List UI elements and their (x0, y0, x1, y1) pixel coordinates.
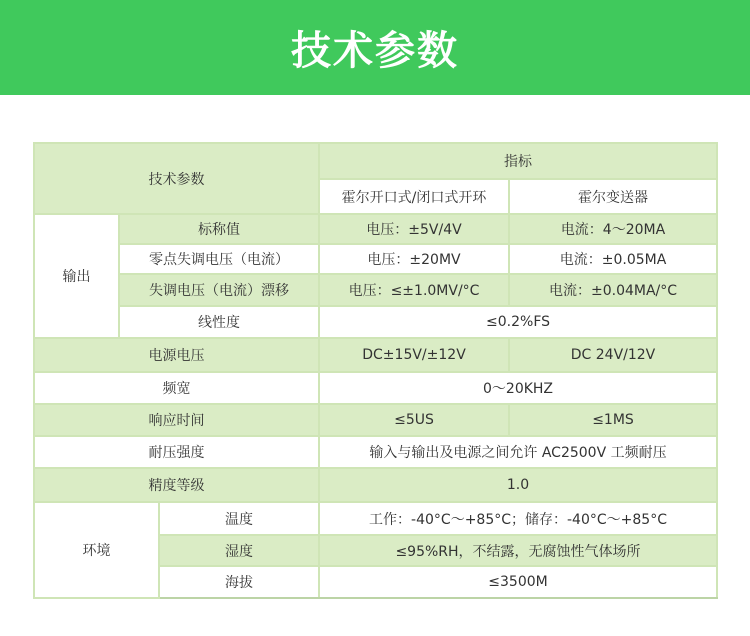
row-name: 海拔 (159, 566, 319, 598)
page-title: 技术参数 (291, 28, 459, 74)
row-value: ≤1MS (509, 404, 717, 436)
output-label: 输出 (34, 214, 119, 338)
header-param: 技术参数 (34, 143, 319, 214)
row-value: 电压：±5V/4V (319, 214, 509, 244)
row-value: 电流：4～20MA (509, 214, 717, 244)
row-value: 输入与输出及电源之间允许 AC2500V 工频耐压 (319, 436, 717, 468)
env-label: 环境 (34, 502, 159, 598)
row-value: ≤95%RH，不结露，无腐蚀性气体场所 (319, 535, 717, 566)
row-value: 0～20KHZ (319, 372, 717, 404)
row-value: 电压：±20MV (319, 244, 509, 274)
row-name: 线性度 (119, 306, 319, 338)
row-name: 湿度 (159, 535, 319, 566)
row-name: 电源电压 (34, 338, 319, 372)
row-name: 精度等级 (34, 468, 319, 502)
row-name: 频宽 (34, 372, 319, 404)
row-value: 1.0 (319, 468, 717, 502)
row-name: 标称值 (119, 214, 319, 244)
row-name: 零点失调电压（电流） (119, 244, 319, 274)
header-col1: 霍尔开口式/闭口式开环 (319, 179, 509, 214)
row-value: 电压：≤±1.0MV/°C (319, 274, 509, 306)
header-col2: 霍尔变送器 (509, 179, 717, 214)
row-value: DC±15V/±12V (319, 338, 509, 372)
row-name: 失调电压（电流）漂移 (119, 274, 319, 306)
row-value: ≤0.2%FS (319, 306, 717, 338)
row-value: 电流：±0.04MA/°C (509, 274, 717, 306)
row-name: 耐压强度 (34, 436, 319, 468)
title-banner (0, 0, 750, 95)
spec-table (33, 142, 718, 599)
row-value: 工作：-40°C～+85°C；储存：-40°C～+85°C (319, 502, 717, 535)
header-indicator: 指标 (319, 143, 717, 179)
row-value: ≤3500M (319, 566, 717, 598)
row-value: 电流：±0.05MA (509, 244, 717, 274)
row-name: 响应时间 (34, 404, 319, 436)
row-value: ≤5US (319, 404, 509, 436)
row-value: DC 24V/12V (509, 338, 717, 372)
row-name: 温度 (159, 502, 319, 535)
